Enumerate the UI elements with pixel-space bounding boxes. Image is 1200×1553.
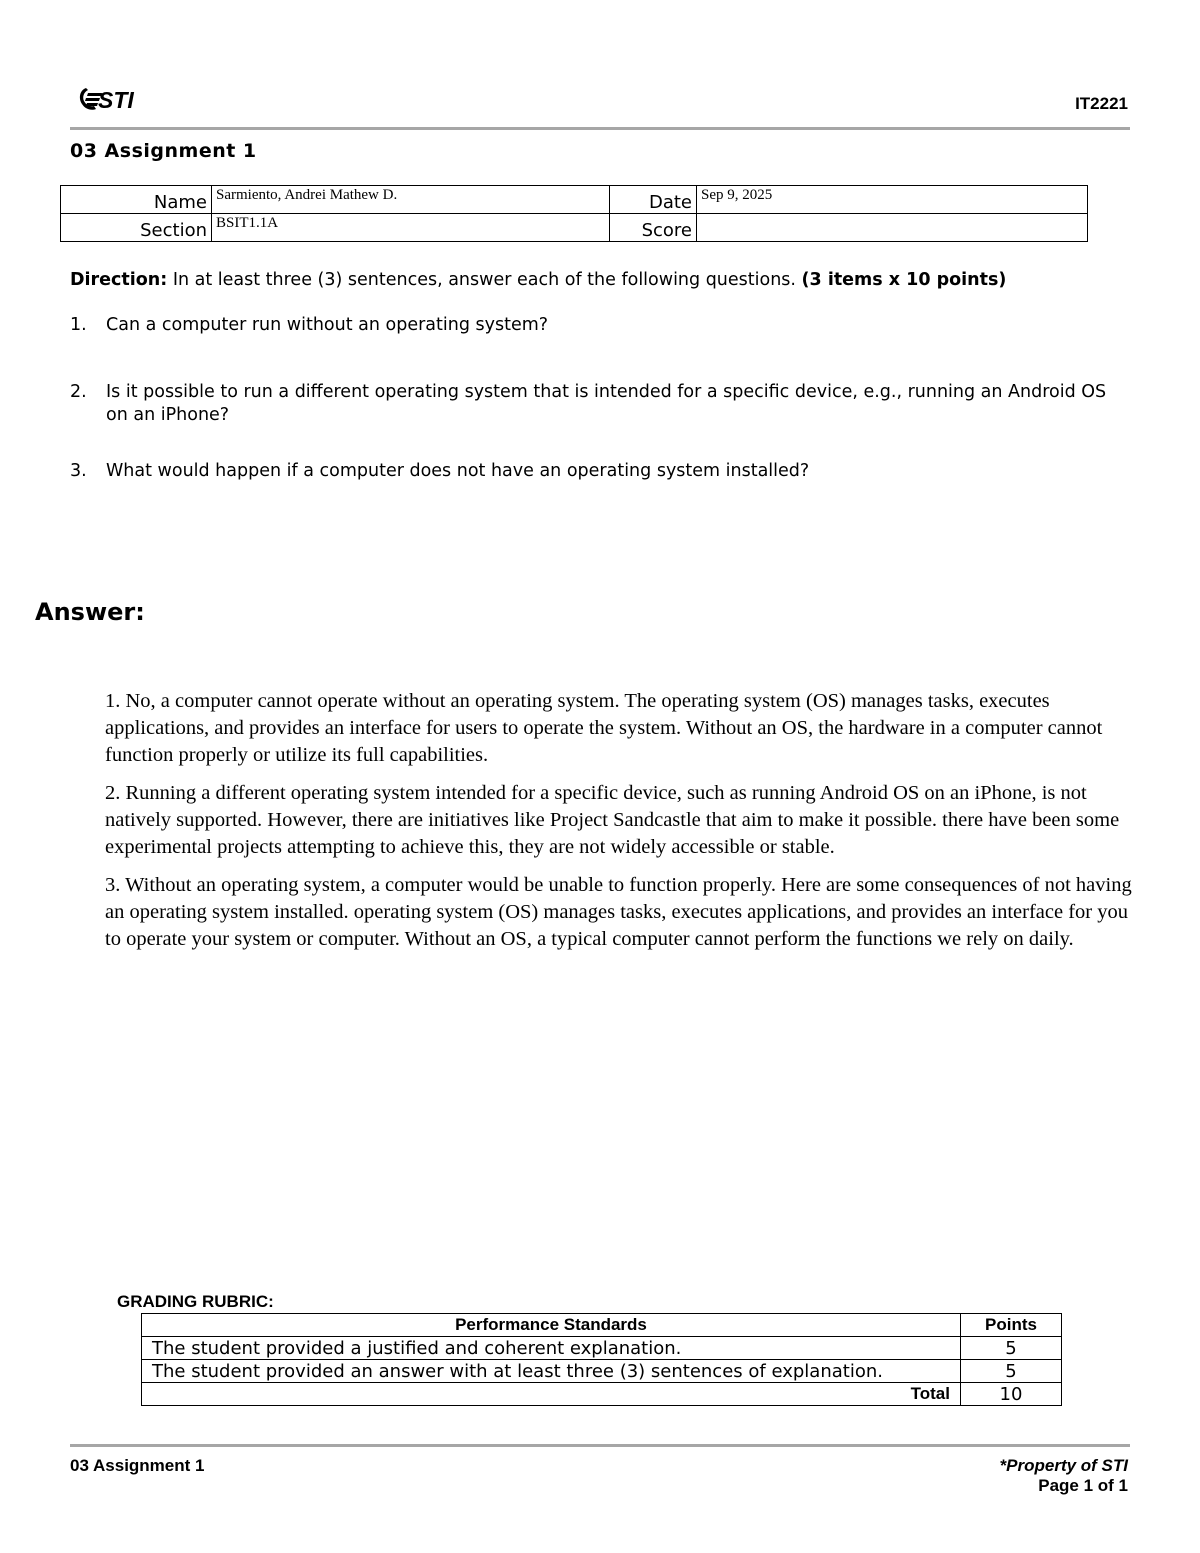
direction-text: In at least three (3) sentences, answer each of the following questions. xyxy=(167,270,802,290)
footer-page-number: Page 1 of 1 xyxy=(1038,1476,1128,1495)
rubric-row xyxy=(142,1337,1062,1360)
direction-points: (3 items x 10 points) xyxy=(801,270,1007,290)
info-row-section xyxy=(61,214,1088,242)
document-title: 03 Assignment 1 xyxy=(70,140,257,162)
section-field[interactable]: BSIT1.1A xyxy=(212,214,610,242)
info-row-name xyxy=(61,186,1088,214)
rubric-header-standards: Performance Standards xyxy=(142,1314,961,1337)
question-text: Can a computer run without an operating system? xyxy=(106,315,549,335)
rubric-header-row xyxy=(142,1314,1062,1337)
question-item xyxy=(70,314,1130,337)
score-field[interactable] xyxy=(697,214,1088,242)
sti-logo xyxy=(76,84,146,114)
rubric-total-value: 10 xyxy=(961,1383,1062,1406)
question-number: 2. xyxy=(70,382,87,402)
answers-block xyxy=(105,688,1133,964)
rubric-standard: The student provided an answer with at least three (3) sentences of explanation. xyxy=(142,1360,961,1383)
answer-paragraph: 2. Running a different operating system intended for a specific device, such as running Android OS on an iPhone, is not natively supported. However, there are initiatives like Project Sandcastle that aim to make it possible. there have been some experimental projects attempting to achieve this, they are not widely accessible or stable. xyxy=(105,782,1120,858)
rubric-standard: The student provided a justified and coherent explanation. xyxy=(142,1337,961,1360)
question-item xyxy=(70,460,1130,483)
header-divider xyxy=(70,127,1130,130)
question-text: Is it possible to run a different operating system that is intended for a specific device, e.g., running an Android OS on an iPhone? xyxy=(106,382,1107,425)
rubric-total-label: Total xyxy=(142,1383,961,1406)
answer-paragraph: 3. Without an operating system, a computer would be unable to function properly. Here are some consequences of not having an operating system installed. operating system (OS) manages tasks, executes applications, and provides an interface for you to operate your system or computer. Without an OS, a typical computer cannot perform the functions we rely on daily. xyxy=(105,874,1132,950)
course-code: IT2221 xyxy=(1075,94,1128,113)
answer-heading: Answer: xyxy=(35,598,145,626)
grading-rubric-table xyxy=(141,1313,1062,1406)
direction-label: Direction: xyxy=(70,270,168,290)
rubric-title: GRADING RUBRIC: xyxy=(117,1292,274,1311)
footer-property: *Property of STI xyxy=(999,1456,1128,1475)
rubric-points: 5 xyxy=(961,1337,1062,1360)
footer-document-title: 03 Assignment 1 xyxy=(70,1456,205,1475)
rubric-row xyxy=(142,1360,1062,1383)
rubric-total-row xyxy=(142,1383,1062,1406)
svg-text:STI: STI xyxy=(98,87,134,113)
answer-paragraph: 1. No, a computer cannot operate without an operating system. The operating system (OS) manages tasks, executes applications, and provides an interface for users to operate the system. Without an OS, the hardware in a computer cannot function properly or utilize its full capabilities. xyxy=(105,690,1103,766)
date-label: Date xyxy=(610,186,697,214)
score-label: Score xyxy=(610,214,697,242)
rubric-points: 5 xyxy=(961,1360,1062,1383)
footer-divider xyxy=(70,1444,1130,1447)
footer-right xyxy=(1000,1456,1128,1496)
question-number: 1. xyxy=(70,315,87,335)
date-field[interactable]: Sep 9, 2025 xyxy=(697,186,1088,214)
student-info-table xyxy=(60,185,1088,242)
question-item xyxy=(70,381,1130,427)
rubric-header-points: Points xyxy=(961,1314,1062,1337)
question-list xyxy=(70,314,1130,483)
direction xyxy=(70,270,1006,290)
question-number: 3. xyxy=(70,461,87,481)
section-label: Section xyxy=(61,214,212,242)
name-field[interactable]: Sarmiento, Andrei Mathew D. xyxy=(212,186,610,214)
name-label: Name xyxy=(61,186,212,214)
question-text: What would happen if a computer does not have an operating system installed? xyxy=(106,461,810,481)
